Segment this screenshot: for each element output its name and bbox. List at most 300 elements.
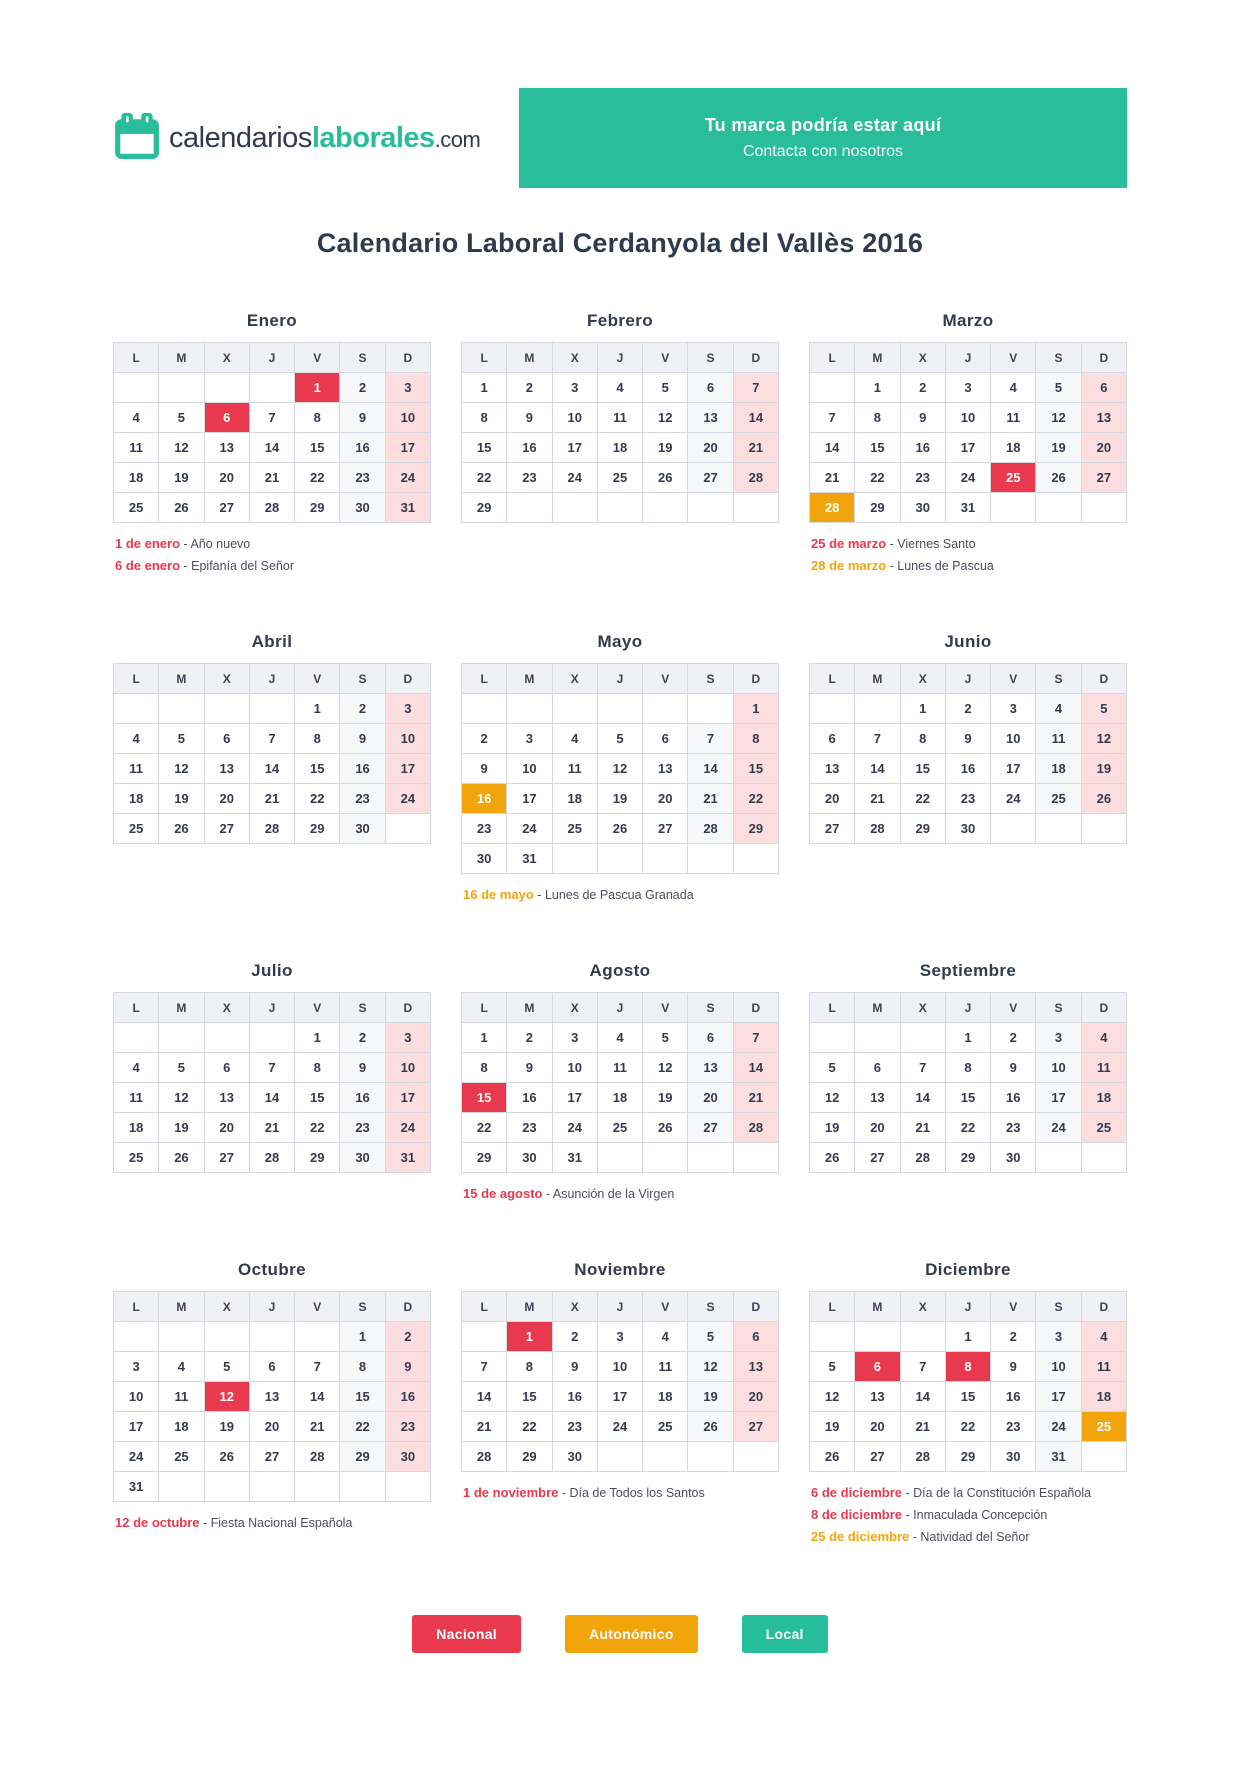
day-cell: 14 [733,403,778,433]
empty-cell [340,1472,385,1502]
weekday-header: X [204,993,249,1023]
weekday-header: D [1081,993,1126,1023]
weekday-header: X [552,1292,597,1322]
day-cell: 28 [249,493,294,523]
day-cell: 27 [249,1442,294,1472]
day-cell: 23 [385,1412,430,1442]
weekday-header: S [1036,343,1081,373]
day-cell: 22 [900,784,945,814]
day-cell: 18 [552,784,597,814]
day-cell: 3 [385,373,430,403]
day-cell: 12 [810,1083,855,1113]
day-cell: 1 [462,373,507,403]
holiday-cell: 25 [991,463,1036,493]
day-cell: 16 [340,433,385,463]
holiday-note: 1 de noviembre - Día de Todos los Santos [463,1485,705,1500]
weekday-header: M [507,1292,552,1322]
day-cell: 11 [643,1352,688,1382]
day-cell: 18 [1081,1083,1126,1113]
day-cell: 5 [688,1322,733,1352]
month-title: Junio [944,632,992,651]
day-cell: 25 [1081,1113,1126,1143]
weekday-header: J [249,1292,294,1322]
day-cell: 14 [900,1382,945,1412]
weekday-header: V [991,664,1036,694]
month-table [461,663,779,874]
empty-cell [1081,814,1126,844]
day-cell: 29 [945,1442,990,1472]
day-cell: 14 [295,1382,340,1412]
empty-cell [855,694,900,724]
day-cell: 22 [507,1412,552,1442]
month-noviembre [461,1260,779,1507]
weekday-header: L [114,343,159,373]
day-cell: 7 [295,1352,340,1382]
empty-cell [810,694,855,724]
month-table [809,342,1127,523]
month-abril [113,632,431,844]
day-cell: 24 [1036,1412,1081,1442]
day-cell: 14 [688,754,733,784]
day-cell: 4 [643,1322,688,1352]
holiday-note: 1 de enero - Año nuevo [115,536,251,551]
day-cell: 21 [733,1083,778,1113]
weekday-header: S [340,1292,385,1322]
weekday-header: J [597,1292,642,1322]
day-cell: 3 [1036,1322,1081,1352]
day-cell: 4 [114,724,159,754]
empty-cell [552,493,597,523]
empty-cell [643,694,688,724]
day-cell: 26 [159,1143,204,1173]
day-cell: 5 [159,724,204,754]
day-cell: 27 [688,1113,733,1143]
legend-national-button[interactable]: Nacional [412,1615,521,1653]
day-cell: 24 [385,463,430,493]
holiday-note-date: 12 de octubre [115,1515,200,1530]
day-cell: 17 [991,754,1036,784]
weekday-header: V [295,664,340,694]
empty-cell [991,814,1036,844]
month-septiembre [809,961,1127,1173]
weekday-header: S [688,343,733,373]
day-cell: 22 [295,463,340,493]
day-cell: 1 [462,1023,507,1053]
empty-cell [597,1442,642,1472]
empty-cell [733,493,778,523]
empty-cell [991,493,1036,523]
empty-cell [810,1023,855,1053]
day-cell: 10 [114,1382,159,1412]
day-cell: 15 [900,754,945,784]
day-cell: 19 [204,1412,249,1442]
day-cell: 13 [204,1083,249,1113]
day-cell: 15 [945,1083,990,1113]
month-marzo [809,311,1127,580]
day-cell: 29 [462,493,507,523]
day-cell: 2 [900,373,945,403]
holiday-note: 25 de marzo - Viernes Santo [811,536,976,551]
month-title: Febrero [586,311,654,330]
day-cell: 12 [643,403,688,433]
day-cell: 27 [1081,463,1126,493]
month-notes [809,536,1127,573]
day-cell: 20 [204,463,249,493]
day-cell: 2 [507,1023,552,1053]
day-cell: 31 [385,493,430,523]
weekday-header: S [1036,664,1081,694]
day-cell: 16 [552,1382,597,1412]
day-cell: 17 [507,784,552,814]
holiday-note-date: 25 de marzo [811,536,887,551]
empty-cell [597,493,642,523]
day-cell: 11 [159,1382,204,1412]
empty-cell [552,694,597,724]
holiday-note-label: Asunción de la Virgen [552,1187,675,1201]
day-cell: 18 [643,1382,688,1412]
day-cell: 4 [159,1352,204,1382]
day-cell: 26 [643,1113,688,1143]
empty-cell [204,694,249,724]
day-cell: 26 [159,814,204,844]
day-cell: 17 [114,1412,159,1442]
holiday-cell: 8 [945,1352,990,1382]
empty-cell [204,1023,249,1053]
day-cell: 30 [507,1143,552,1173]
day-cell: 2 [991,1023,1036,1053]
day-cell: 25 [114,493,159,523]
day-cell: 31 [1036,1442,1081,1472]
day-cell: 16 [991,1382,1036,1412]
day-cell: 27 [733,1412,778,1442]
weekday-header: S [688,664,733,694]
weekday-header: M [855,1292,900,1322]
day-cell: 17 [385,433,430,463]
empty-cell [643,844,688,874]
day-cell: 6 [204,1053,249,1083]
day-cell: 8 [340,1352,385,1382]
day-cell: 20 [204,784,249,814]
empty-cell [159,1472,204,1502]
day-cell: 29 [900,814,945,844]
empty-cell [733,1143,778,1173]
day-cell: 8 [900,724,945,754]
empty-cell [1081,1442,1126,1472]
day-cell: 15 [295,433,340,463]
day-cell: 17 [385,754,430,784]
month-notes [809,1485,1127,1544]
day-cell: 15 [340,1382,385,1412]
weekday-header: X [900,993,945,1023]
day-cell: 28 [900,1143,945,1173]
day-cell: 11 [114,1083,159,1113]
day-cell: 28 [855,814,900,844]
weekday-header: D [1081,664,1126,694]
empty-cell [462,694,507,724]
day-cell: 27 [810,814,855,844]
holiday-note-label: Día de la Constitución Española [913,1486,1092,1500]
holiday-note-date: 28 de marzo [811,558,887,573]
day-cell: 2 [340,1023,385,1053]
day-cell: 23 [507,463,552,493]
legend-autonomic-button[interactable]: Autonómico [565,1615,698,1653]
day-cell: 13 [1081,403,1126,433]
day-cell: 26 [204,1442,249,1472]
holiday-note: 12 de octubre - Fiesta Nacional Española [115,1515,353,1530]
empty-cell [114,1322,159,1352]
weekday-header: M [159,343,204,373]
holiday-cell: 28 [810,493,855,523]
weekday-header: L [810,664,855,694]
day-cell: 8 [295,724,340,754]
day-cell: 28 [249,1143,294,1173]
day-cell: 20 [810,784,855,814]
day-cell: 30 [945,814,990,844]
weekday-header: X [900,343,945,373]
month-title: Agosto [589,961,651,980]
day-cell: 24 [114,1442,159,1472]
day-cell: 11 [114,754,159,784]
day-cell: 28 [900,1442,945,1472]
day-cell: 29 [507,1442,552,1472]
day-cell: 25 [159,1442,204,1472]
weekday-header: J [945,664,990,694]
day-cell: 3 [597,1322,642,1352]
empty-cell [900,1322,945,1352]
weekday-header: L [810,343,855,373]
holiday-cell: 15 [462,1083,507,1113]
weekday-header: D [385,343,430,373]
month-diciembre [809,1260,1127,1551]
site-logo[interactable] [113,112,480,165]
holiday-note: 25 de diciembre - Natividad del Señor [811,1529,1030,1544]
day-cell: 4 [114,1053,159,1083]
day-cell: 9 [552,1352,597,1382]
day-cell: 16 [340,754,385,784]
weekday-header: V [295,993,340,1023]
day-cell: 11 [597,1053,642,1083]
day-cell: 20 [688,1083,733,1113]
day-cell: 4 [114,403,159,433]
weekday-header: X [204,664,249,694]
day-cell: 11 [552,754,597,784]
day-cell: 15 [945,1382,990,1412]
weekday-header: V [643,1292,688,1322]
site-header [113,88,1127,188]
day-cell: 4 [1081,1322,1126,1352]
empty-cell [688,694,733,724]
day-cell: 11 [1036,724,1081,754]
weekday-header: D [385,664,430,694]
month-febrero [461,311,779,523]
month-notes [113,536,431,573]
day-cell: 15 [507,1382,552,1412]
weekday-header: M [159,1292,204,1322]
logo-text-part1: calendarios [169,121,312,154]
weekday-header: D [733,664,778,694]
day-cell: 18 [991,433,1036,463]
day-cell: 24 [552,1113,597,1143]
day-cell: 10 [385,724,430,754]
day-cell: 12 [1081,724,1126,754]
weekday-header: J [945,1292,990,1322]
day-cell: 7 [810,403,855,433]
day-cell: 21 [900,1412,945,1442]
legend-local-button[interactable]: Local [742,1615,828,1653]
weekday-header: L [462,993,507,1023]
day-cell: 15 [295,754,340,784]
day-cell: 5 [1081,694,1126,724]
weekday-header: D [733,993,778,1023]
day-cell: 13 [810,754,855,784]
day-cell: 5 [643,373,688,403]
month-title: Diciembre [925,1260,1011,1279]
day-cell: 19 [159,784,204,814]
day-cell: 10 [991,724,1036,754]
day-cell: 21 [462,1412,507,1442]
day-cell: 30 [991,1143,1036,1173]
day-cell: 29 [295,814,340,844]
holiday-note-date: 6 de diciembre [811,1485,903,1500]
day-cell: 21 [249,784,294,814]
ad-banner[interactable] [519,88,1127,188]
weekday-header: V [991,993,1036,1023]
ad-banner-headline: Tu marca podría estar aquí [704,115,942,135]
day-cell: 10 [945,403,990,433]
day-cell: 16 [507,1083,552,1113]
weekday-header: S [340,993,385,1023]
empty-cell [249,694,294,724]
day-cell: 15 [295,1083,340,1113]
empty-cell [159,1322,204,1352]
empty-cell [688,493,733,523]
day-cell: 31 [945,493,990,523]
empty-cell [249,373,294,403]
day-cell: 30 [340,1143,385,1173]
day-cell: 19 [1036,433,1081,463]
day-cell: 28 [249,814,294,844]
day-cell: 21 [733,433,778,463]
weekday-header: J [249,993,294,1023]
day-cell: 20 [733,1382,778,1412]
day-cell: 29 [733,814,778,844]
month-enero [113,311,431,580]
day-cell: 15 [733,754,778,784]
day-cell: 12 [159,433,204,463]
weekday-header: D [1081,1292,1126,1322]
empty-cell [114,694,159,724]
weekday-header: D [385,1292,430,1322]
day-cell: 3 [552,1023,597,1053]
day-cell: 6 [643,724,688,754]
holiday-cell: 6 [855,1352,900,1382]
ad-banner-contact-link[interactable]: Contacta con nosotros [742,143,904,160]
day-cell: 8 [462,1053,507,1083]
weekday-header: M [855,343,900,373]
weekday-header: S [688,993,733,1023]
weekday-header: M [507,664,552,694]
empty-cell [249,1023,294,1053]
weekday-header: S [688,1292,733,1322]
day-cell: 23 [991,1412,1036,1442]
empty-cell [249,1322,294,1352]
weekday-header: X [900,1292,945,1322]
day-cell: 20 [204,1113,249,1143]
day-cell: 12 [688,1352,733,1382]
day-cell: 28 [733,463,778,493]
day-cell: 24 [385,1113,430,1143]
day-cell: 31 [507,844,552,874]
day-cell: 26 [159,493,204,523]
day-cell: 9 [340,403,385,433]
day-cell: 5 [159,403,204,433]
empty-cell [688,1143,733,1173]
day-cell: 19 [597,784,642,814]
day-cell: 22 [295,1113,340,1143]
day-cell: 7 [249,1053,294,1083]
empty-cell [855,1023,900,1053]
day-cell: 25 [597,463,642,493]
day-cell: 30 [340,814,385,844]
day-cell: 20 [249,1412,294,1442]
weekday-header: V [295,1292,340,1322]
day-cell: 1 [295,694,340,724]
day-cell: 8 [295,403,340,433]
empty-cell [1036,493,1081,523]
day-cell: 23 [991,1113,1036,1143]
day-cell: 2 [991,1322,1036,1352]
day-cell: 13 [688,403,733,433]
day-cell: 29 [295,1143,340,1173]
weekday-header: S [1036,1292,1081,1322]
day-cell: 7 [733,1023,778,1053]
month-table [113,992,431,1173]
day-cell: 31 [552,1143,597,1173]
empty-cell [114,373,159,403]
day-cell: 26 [597,814,642,844]
holiday-cell: 16 [462,784,507,814]
day-cell: 6 [733,1322,778,1352]
weekday-header: J [249,343,294,373]
day-cell: 23 [900,463,945,493]
day-cell: 25 [597,1113,642,1143]
day-cell: 6 [855,1053,900,1083]
month-title: Septiembre [919,961,1017,980]
empty-cell [552,844,597,874]
day-cell: 4 [1081,1023,1126,1053]
day-cell: 3 [1036,1023,1081,1053]
day-cell: 26 [643,463,688,493]
month-mayo [461,632,779,909]
month-title: Mayo [597,632,643,651]
day-cell: 3 [991,694,1036,724]
day-cell: 30 [991,1442,1036,1472]
day-cell: 5 [643,1023,688,1053]
month-title: Enero [246,311,298,330]
weekday-header: L [810,1292,855,1322]
holiday-note-label: Día de Todos los Santos [569,1486,705,1500]
holiday-note: 8 de diciembre - Inmaculada Concepción [811,1507,1048,1522]
month-table [461,342,779,523]
empty-cell [643,493,688,523]
holiday-cell: 6 [204,403,249,433]
day-cell: 24 [1036,1113,1081,1143]
day-cell: 8 [507,1352,552,1382]
empty-cell [1081,493,1126,523]
day-cell: 9 [462,754,507,784]
weekday-header: S [340,664,385,694]
day-cell: 7 [900,1053,945,1083]
